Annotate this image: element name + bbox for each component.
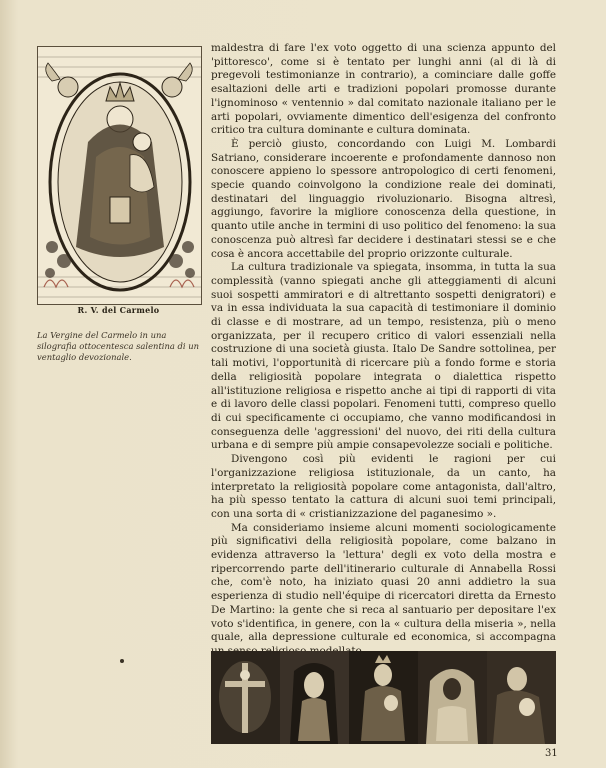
paragraph-3: La cultura tradizionale va spiegata, insomma, in tutta la sua complessità (vanno spiegati anche gli atteggiamenti di alcuni suoi sospetti ammiratori e di altrettanto sospetti denigratori) e va in essa individuata la sua capacità di testimoniare il dominio di classe e di mostrare, ad un tempo, resistenza, più o meno organizzata, per il recupero critico di valori essenziali nella costruzione di una società giusta. Italo De Sandre sottolinea, per tali motivi, l'opportunità di ricercare più a fondo forme e storia della religiosità popolare integrata o dialettica rispetto all'istituzione religiosa e rispetto anche ai tipi di rapporti di vita e di lavoro delle classi popolari. Fenomeni tutti, compreso quello di cui specificamente ci occupiamo, che vanno modificandosi in conseguenza delle 'aggressioni' del nuovo, dei riti della cultura urbana e di sempre più ampie consapevolezze sociali e politiche. [211, 261, 556, 452]
photo-saint [280, 651, 349, 744]
paragraph-5: Ma consideriamo insieme alcuni momenti sociologicamente più significativi della religiosità popolare, come balzano in evidenza attraverso la 'lettura' degli ex voto della mostra e ripercorrendo parte dell'itinerario culturale di Annabella Rossi che, com'è noto, ha iniziato quasi 20 anni addietro la sua esperienza di studio nell'équipe di ricercatori diretta da Ernesto De Martino: la gente che si reca al santuario per depositare l'ex voto s'identifica, in genere, con la « cultura della miseria », nella quale, alla depressione culturale ed economica, si accompagna [211, 521, 556, 644]
paragraph-2: È perciò giusto, concordando con Luigi M. Lombardi Satriano, considerare incoerente e profondamente dannoso non conoscere appieno lo spessore antropologico di certi fenomeni, specie quando coinvolgono la condizione reale dei dominati, destinatari del linguaggio rivoluzionario. Bisogna altresì, aggiungo, favorire la migliore conoscenza della questione, in quanto utile anche in termini di uso politico del fenomeno: la sua conoscenza può altresì far decidere i destinatari stessi se e che cosa è ancora accettabile del proprio orizzonte culturale. [211, 137, 556, 260]
photo-madonna-child [349, 651, 418, 744]
photo-crucifix [211, 651, 280, 744]
ex-voto-photo-strip [211, 651, 556, 744]
article-text [211, 42, 556, 659]
woodcut-label: R. V. del Carmelo [77, 305, 160, 315]
page-number: 31 [545, 748, 558, 759]
paragraph-4: Divengono così più evidenti le ragioni per cui l'organizzazione religiosa istituzionale, da un canto, ha interpretato la religiosità popolare come antagonista, dall'altro, ha più spesso tentato la cattura di alcuni suoi temi principali, con una sorta di « cristianizzazione del paganesimo ». [211, 453, 556, 520]
madonna-woodcut-image [37, 46, 202, 305]
margin-dot [120, 659, 124, 663]
photo-mother-child [487, 651, 556, 744]
paragraph-1: maldestra di fare l'ex voto oggetto di una scienza appunto del 'pittoresco', come si è tentato per lunghi anni (al di là di pregevoli testimonianze in contrario), a cominciare dalle goffe esaltazioni delle arti e tradizioni popolari promosse durante l'ignominoso « ventennio » dal comitato nazionale italiano per le arti popolari, ovviamente dimentico dell'esigenza del confronto critico tra cultura dominante e cultura dominata. [211, 42, 556, 137]
figure-caption: La Vergine del Carmelo in una silografia ottocentesca salentina di un ventaglio devozionale. [37, 330, 200, 362]
photo-veiled-figure [418, 651, 487, 744]
